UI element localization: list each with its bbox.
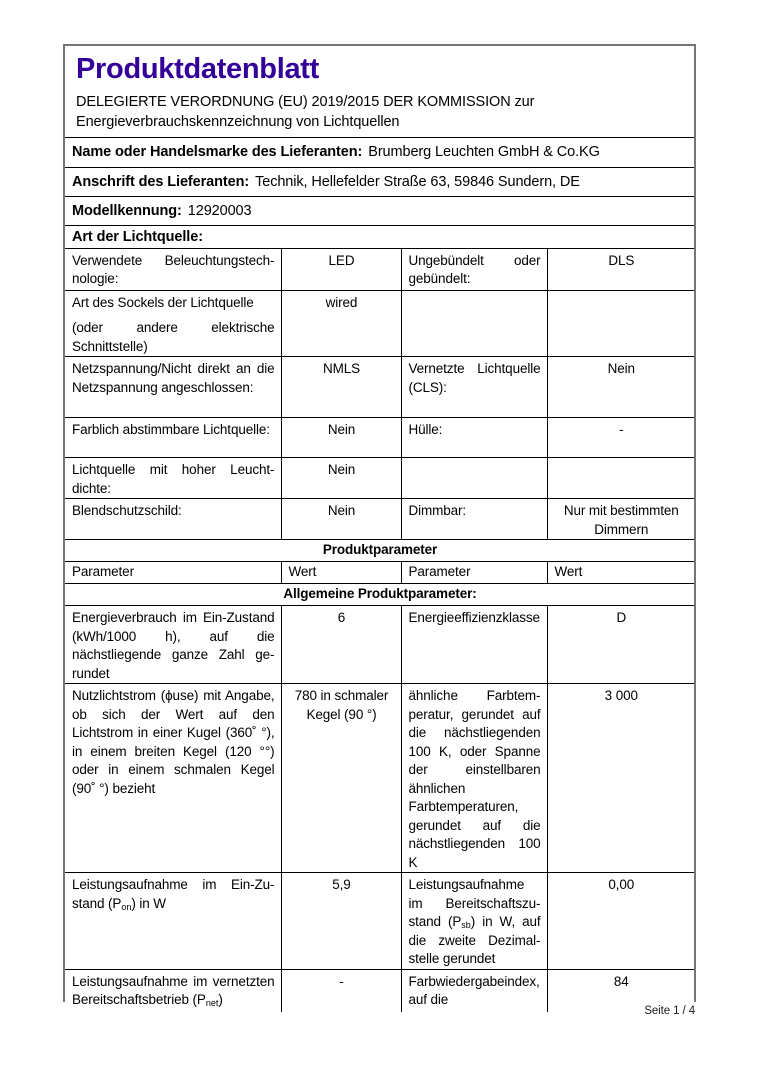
model-id-value: 12920003 <box>187 202 252 219</box>
value-cell: wired <box>281 290 401 357</box>
supplier-address-cell <box>65 167 694 196</box>
value-cell: D <box>547 606 694 684</box>
table-row <box>65 248 694 290</box>
value-cell: 780 in schmaler Kegel (90 °) <box>281 684 401 873</box>
value-cell: Nein <box>547 357 694 418</box>
parameter-cell: Farbwiedergabeindex, auf die <box>401 969 547 1012</box>
parameter-cell: Vernetzte Lichtquelle (CLS): <box>401 357 547 418</box>
parameter-cell: Leistungsaufnahme im Bereitschaftszustand $(P_{sb})$ in W, auf die zweite Dezimalstelle gerundet <box>401 873 547 970</box>
table-row-supplier-name <box>65 138 694 167</box>
parameter-cell: Hülle: <box>401 418 547 458</box>
parameter-cell: Energieeffizienzklasse <box>401 606 547 684</box>
parameter-cell: Dimmbar: <box>401 499 547 540</box>
value-cell: Nur mit bestimmten Dimmern <box>547 499 694 540</box>
parameter-cell: Lichtquelle mit hoher Leuchtdichte: <box>65 458 281 499</box>
table-row <box>65 873 694 970</box>
regulation-line-1: DELEGIERTE VERORDNUNG (EU) 2019/2015 DER KOMMISSION zur <box>76 94 535 110</box>
section-header-row <box>65 584 694 606</box>
value-cell: NMLS <box>281 357 401 418</box>
parameter-cell: Leistungsaufnahme im vernetzten Bereitschaftsbetrieb $(P_{net})$ <box>65 969 281 1012</box>
value-cell: - <box>547 418 694 458</box>
column-header: Parameter <box>65 562 281 584</box>
page-number: Seite 1 / 4 <box>644 1005 695 1017</box>
regulation-text <box>76 93 683 132</box>
table-row-model-id <box>65 196 694 225</box>
parameter-cell: Nutzlichtstrom (ϕuse) mit Angabe, ob sich der Wert auf den Lichtstrom in einer Kugel (360˚ °), in einem breiten Kegel (120 °°) oder in einem schmalen Kegel (90˚ °) bezieht <box>65 684 281 873</box>
table-row <box>65 969 694 1012</box>
parameter-cell: Art des Sockels der Lichtquelle (oder andere elektrische Schnittstelle) <box>65 290 281 357</box>
regulation-line-2: Energieverbrauchskennzeichnung von Lichtquellen <box>76 113 400 130</box>
value-cell: DLS <box>547 248 694 290</box>
value-cell: 84 <box>613 973 629 989</box>
table-row <box>65 290 694 357</box>
model-id-cell <box>65 196 694 225</box>
supplier-address-value: Technik, Hellefelder Straße 63, 59846 Sundern, DE <box>255 173 580 190</box>
column-header: Wert <box>281 562 401 584</box>
value-cell: 0,00 <box>547 873 694 970</box>
datasheet-frame <box>63 44 696 1008</box>
column-header: Parameter <box>401 562 547 584</box>
value-cell: 3 000 <box>547 684 694 873</box>
parameter-cell: Ungebündelt oder gebündelt: <box>401 248 547 290</box>
supplier-name-cell <box>65 138 694 167</box>
supplier-name-value: Brumberg Leuchten GmbH & Co.KG <box>368 144 600 160</box>
table-row <box>65 499 694 540</box>
column-header-row <box>65 562 694 584</box>
parameter-cell: Farblich abstimmbare Lichtquelle: <box>65 418 281 458</box>
value-cell: Nein <box>281 458 401 499</box>
section-title: Produktparameter <box>65 540 694 562</box>
value-cell: - <box>281 969 401 1012</box>
parameter-cell <box>401 458 547 499</box>
value-cell: 6 <box>281 606 401 684</box>
page-title: Produktdatenblatt <box>76 53 320 85</box>
light-source-type-label: Art der Lichtquelle: <box>72 228 203 245</box>
table-row-light-source-type <box>65 225 694 248</box>
parameter-cell: Leistungsaufnahme im Ein-Zustand $(P_{on})$ in W <box>65 873 281 970</box>
section-title: Allgemeine Produktparameter: <box>65 584 694 606</box>
datasheet-header <box>65 46 694 138</box>
table-row <box>65 418 694 458</box>
section-header-row <box>65 540 694 562</box>
table-row <box>65 684 694 873</box>
supplier-name-label: Name oder Handelsmarke des Lieferanten: <box>72 144 363 160</box>
table-row-supplier-address <box>65 167 694 196</box>
value-cell <box>547 290 694 357</box>
value-cell <box>547 458 694 499</box>
parameter-cell: Blendschutzschild: <box>65 499 281 540</box>
parameter-cell: Verwendete Beleuchtungstechnologie: <box>65 248 281 290</box>
parameter-cell: Netzspannung/Nicht direkt an die Netzspannung angeschlossen: <box>65 357 281 418</box>
table-row <box>65 458 694 499</box>
value-cell: LED <box>281 248 401 290</box>
value-cell: Nein <box>281 418 401 458</box>
value-cell: Nein <box>281 499 401 540</box>
light-source-type-cell <box>65 225 694 248</box>
parameter-cell: Energieverbrauch im Ein-Zustand (kWh/1000 h), auf die nächstliegende ganze Zahl gerundet <box>65 606 281 684</box>
column-header: Wert <box>547 562 694 584</box>
parameter-cell: ähnliche Farbtemperatur, gerundet auf die nächstliegenden 100 K, oder Spanne der einstellbaren ähnlichen Farbtemperaturen, gerundet auf die nächstliegenden 100 K <box>401 684 547 873</box>
table-row <box>65 606 694 684</box>
table-row <box>65 357 694 418</box>
model-id-label: Modellkennung: <box>72 202 182 219</box>
supplier-address-label: Anschrift des Lieferanten: <box>72 173 250 190</box>
value-cell: 5,9 <box>281 873 401 970</box>
datasheet-table <box>65 138 694 1012</box>
parameter-cell <box>401 290 547 357</box>
